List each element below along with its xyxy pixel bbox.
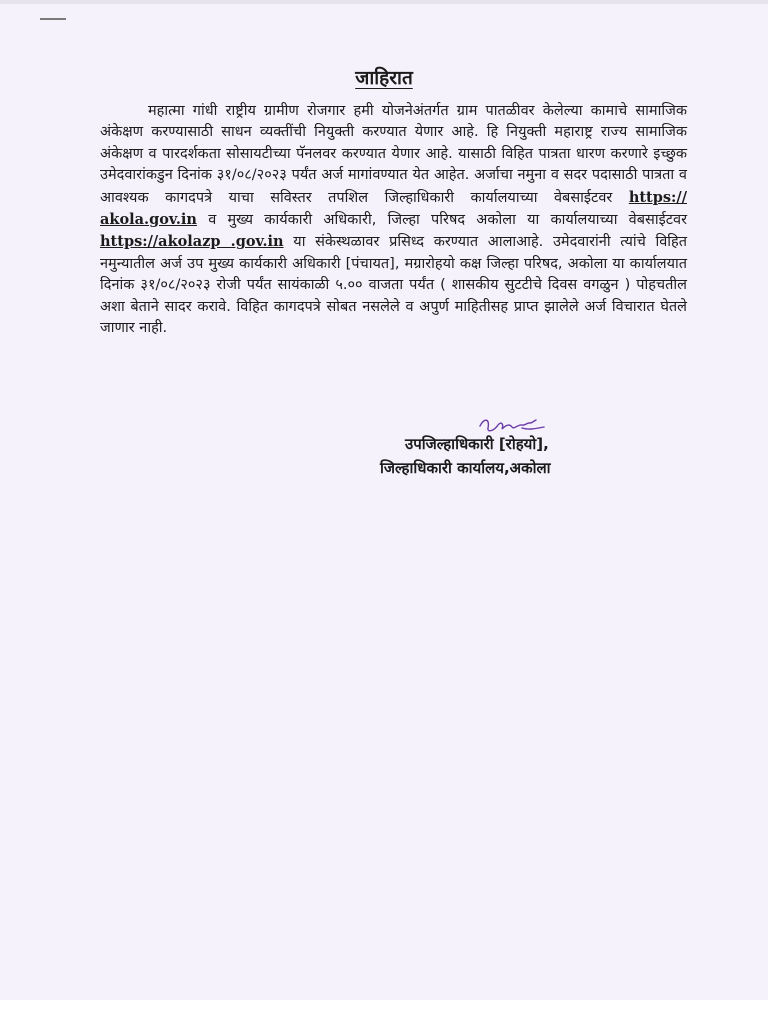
page-top-edge <box>0 0 768 4</box>
corner-mark <box>40 18 66 20</box>
body-text-part-1: महात्मा गांधी राष्ट्रीय ग्रामीण रोजगार हमी योजनेअंतर्गत ग्राम पातळीवर केलेल्या कामाचे सामाजिक अंकेक्षण करण्यासाठी साधन व्यक्तींची नियुक्ती करण्यात येणार आहे. हि नियुक्ती महाराष्ट्र राज्य सामाजिक अंकेक्षण व पारदर्शकता सोसायटीच्या पॅनलवर करण्यात येणार आहे. यासाठी विहित पात्रता धारण करणारे इच्छुक उमेदवारांकडुन दिनांक ३१/०८/२०२३ पर्यंत अर्ज मागांवण्यात येत आहेत. अर्जाचा नमुना व सदर पदासाठी पात्रता व आवश्यक कागदपत्रे याचा सविस्तर तपशिल जिल्हाधिकारी कार्यालयाच्या वेबसाईटवर <box>100 103 687 206</box>
notice-title: जाहिरात <box>355 67 413 89</box>
collector-website-link: https:// akola.gov.in <box>100 188 687 229</box>
signatory-designation: उपजिल्हाधिकारी [रोहयो], <box>405 435 549 453</box>
body-text-part-2: व मुख्य कार्यकारी अधिकारी, जिल्हा परिषद अकोला या कार्यालयाच्या वेबसाईटवर <box>208 212 688 229</box>
zp-website-link: https://akolazp .gov.in <box>100 233 284 251</box>
signatory-office: जिल्हाधिकारी कार्यालय,अकोला <box>380 459 551 477</box>
body-text-part-3: या संकेस्थळावर प्रसिध्द करण्यात आलाआहे. उमेदवारांनी त्यांचे विहित नमुन्यातील अर्ज उप मुख्य कार्यकारी अधिकारी [पंचायत], मग्रारोहयो कक्ष जिल्हा परिषद, अकोला या कार्यालयात दिनांक ३१/०८/२०२३ रोजी पर्यंत सायंकाळी ५.०० वाजता पर्यंत ( शासकीय सुटटीचे दिवस वगळुन ) पोहचतील अशा बेताने सादर करावे. विहित कागदपत्रे सोबत नसलेले व अपुर्ण माहितीसह प्राप्त झालेले अर्ज विचारात घेतले जाणार नाही. <box>100 234 688 337</box>
notice-body <box>100 101 687 339</box>
